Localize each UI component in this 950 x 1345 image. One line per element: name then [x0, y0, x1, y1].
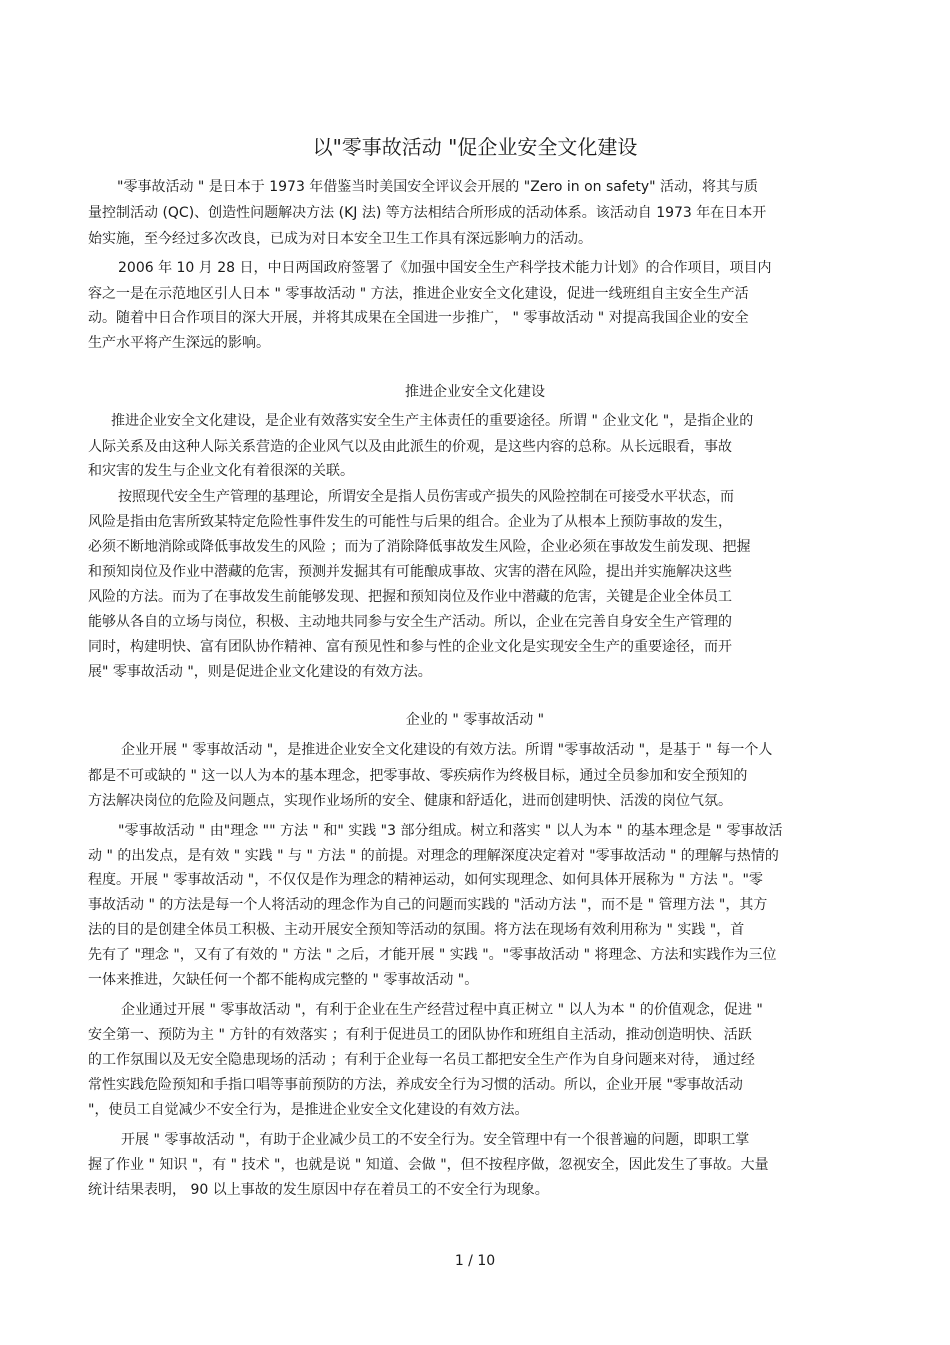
section2-p2-line-7: 一体来推进，欠缺任何一个都不能构成完整的 " 零事故活动 "。: [88, 972, 479, 988]
section2-p2-line-2: 动 " 的出发点，是有效 " 实践 " 与 " 方法 " 的前提。对理念的理解深度决定着对 "零事故活动 " 的理解与热情的: [88, 848, 779, 864]
section1-p1-line-2: 人际关系及由这种人际关系营造的企业风气以及由此派生的价观，是这些内容的总称。从长远眼看，事故: [88, 439, 732, 455]
section2-p3-line-2: 安全第一、预防为主 " 方针的有效落实 ；有利于促进员工的团队协作和班组自主活动，推动创造明快、活跃: [88, 1027, 752, 1043]
section2-p2-line-6: 先有了 "理念 "，又有了有效的 " 方法 " 之后，才能开展 " 实践 "。"零事故活动 " 将理念、方法和实践作为三位: [88, 947, 777, 963]
section-heading-1: 推进企业安全文化建设: [405, 384, 545, 400]
section1-p2-line-2: 风险是指由危害所致某特定危险性事件发生的可能性与后果的组合。企业为了从根本上预防事故的发生，: [88, 514, 732, 530]
section2-p1-line-3: 方法解决岗位的危险及问题点，实现作业场所的安全、健康和舒适化，进而创建明快、活泼的岗位气氛。: [88, 793, 732, 809]
section1-p1-line-3: 和灾害的发生与企业文化有着很深的关联。: [88, 463, 354, 479]
intro-p2-line-4: 生产水平将产生深远的影响。: [88, 335, 270, 351]
section2-p3-line-4: 常性实践危险预知和手指口唱等事前预防的方法，养成安全行为习惯的活动。所以，企业开展 "零事故活动: [88, 1077, 743, 1093]
section2-p1-line-1: 企业开展 " 零事故活动 "，是推进企业安全文化建设的有效方法。所谓 "零事故活动 "，是基于 " 每一个人: [121, 742, 773, 758]
document-title: 以"零事故活动 "促企业安全文化建设: [312, 135, 638, 159]
intro-p2-line-3: 动。随着中日合作项目的深大开展，并将其成果在全国进一步推广， " 零事故活动 " 对提高我国企业的安全: [88, 310, 749, 326]
section2-p4-line-1: 开展 " 零事故活动 "，有助于企业减少员工的不安全行为。安全管理中有一个很普遍的问题，即职工掌: [121, 1132, 750, 1148]
section2-p4-line-2: 握了作业 " 知识 "，有 " 技术 "，也就是说 " 知道、会做 "，但不按程序做，忽视安全，因此发生了事故。大量: [88, 1157, 769, 1173]
page-number: 1 / 10: [454, 1253, 496, 1269]
intro-p1-line-3: 始实施，至今经过多次改良，已成为对日本安全卫生工作具有深远影响力的活动。: [88, 231, 592, 247]
intro-p1-line-1: "零事故活动 " 是日本于 1973 年借鉴当时美国安全评议会开展的 "Zero in on safety" 活动，将其与质: [117, 179, 759, 195]
section2-p3-line-5: "，使员工自觉减少不安全行为，是推进企业安全文化建设的有效方法。: [88, 1102, 529, 1118]
section2-p3-line-3: 的工作氛围以及无安全隐患现场的活动 ；有利于企业每一名员工都把安全生产作为自身问题来对待， 通过经: [88, 1052, 755, 1068]
section2-p2-line-4: 事故活动 " 的方法是每一个人将活动的理念作为自己的问题而实践的 "活动方法 "，而不是 " 管理方法 "，其方: [88, 897, 768, 913]
section2-p1-line-2: 都是不可或缺的 " 这一以人为本的基本理念，把零事故、零疾病作为终极目标，通过全员参加和安全预知的: [88, 768, 748, 784]
section2-p4-line-3: 统计结果表明， 90 以上事故的发生原因中存在着员工的不安全行为现象。: [88, 1182, 549, 1198]
intro-p1-line-2: 量控制活动 (QC)、创造性问题解决方法 (KJ 法) 等方法相结合所形成的活动体系。该活动自 1973 年在日本开: [88, 205, 767, 221]
section1-p2-line-1: 按照现代安全生产管理的基理论，所谓安全是指人员伤害或产损失的风险控制在可接受水平状态，而: [118, 489, 734, 505]
section1-p2-line-4: 和预知岗位及作业中潜藏的危害，预测并发掘其有可能酿成事故、灾害的潜在风险，提出并实施解决这些: [88, 564, 732, 580]
section1-p2-line-6: 能够从各自的立场与岗位，积极、主动地共同参与安全生产活动。所以，企业在完善自身安全生产管理的: [88, 614, 732, 630]
section1-p2-line-7: 同时，构建明快、富有团队协作精神、富有预见性和参与性的企业文化是实现安全生产的重要途径，而开: [88, 639, 732, 655]
intro-p2-line-1: 2006 年 10 月 28 日，中日两国政府签署了《加强中国安全生产科学技术能力计划》的合作项目，项目内: [118, 260, 772, 276]
section2-p2-line-1: "零事故活动 " 由"理念 "" 方法 " 和" 实践 "3 部分组成。树立和落实 " 以人为本 " 的基本理念是 " 零事故活: [118, 823, 783, 839]
intro-p2-line-2: 容之一是在示范地区引人日本 " 零事故活动 " 方法，推进企业安全文化建设，促进一线班组自主安全生产活: [88, 286, 749, 302]
section1-p2-line-8: 展" 零事故活动 "，则是促进企业文化建设的有效方法。: [88, 664, 432, 680]
section2-p3-line-1: 企业通过开展 " 零事故活动 "，有利于企业在生产经营过程中真正树立 " 以人为本 " 的价值观念，促进 ": [121, 1002, 763, 1018]
section2-p2-line-5: 法的目的是创建全体员工积极、主动开展安全预知等活动的氛围。将方法在现场有效利用称为 " 实践 "，首: [88, 922, 745, 938]
section1-p2-line-5: 风险的方法。而为了在事故发生前能够发现、把握和预知岗位及作业中潜藏的危害，关键是企业全体员工: [88, 589, 732, 605]
section1-p2-line-3: 必须不断地消除或降低事故发生的风险 ；而为了消除降低事故发生风险，企业必须在事故发生前发现、把握: [88, 539, 751, 555]
section2-p2-line-3: 程度。开展 " 零事故活动 "，不仅仅是作为理念的精神运动，如何实现理念、如何具体开展称为 " 方法 "。"零: [88, 872, 763, 888]
section-heading-2: 企业的 " 零事故活动 ": [405, 712, 545, 728]
section1-p1-line-1: 推进企业安全文化建设，是企业有效落实安全生产主体责任的重要途径。所谓 " 企业文化 "，是指企业的: [111, 413, 754, 429]
